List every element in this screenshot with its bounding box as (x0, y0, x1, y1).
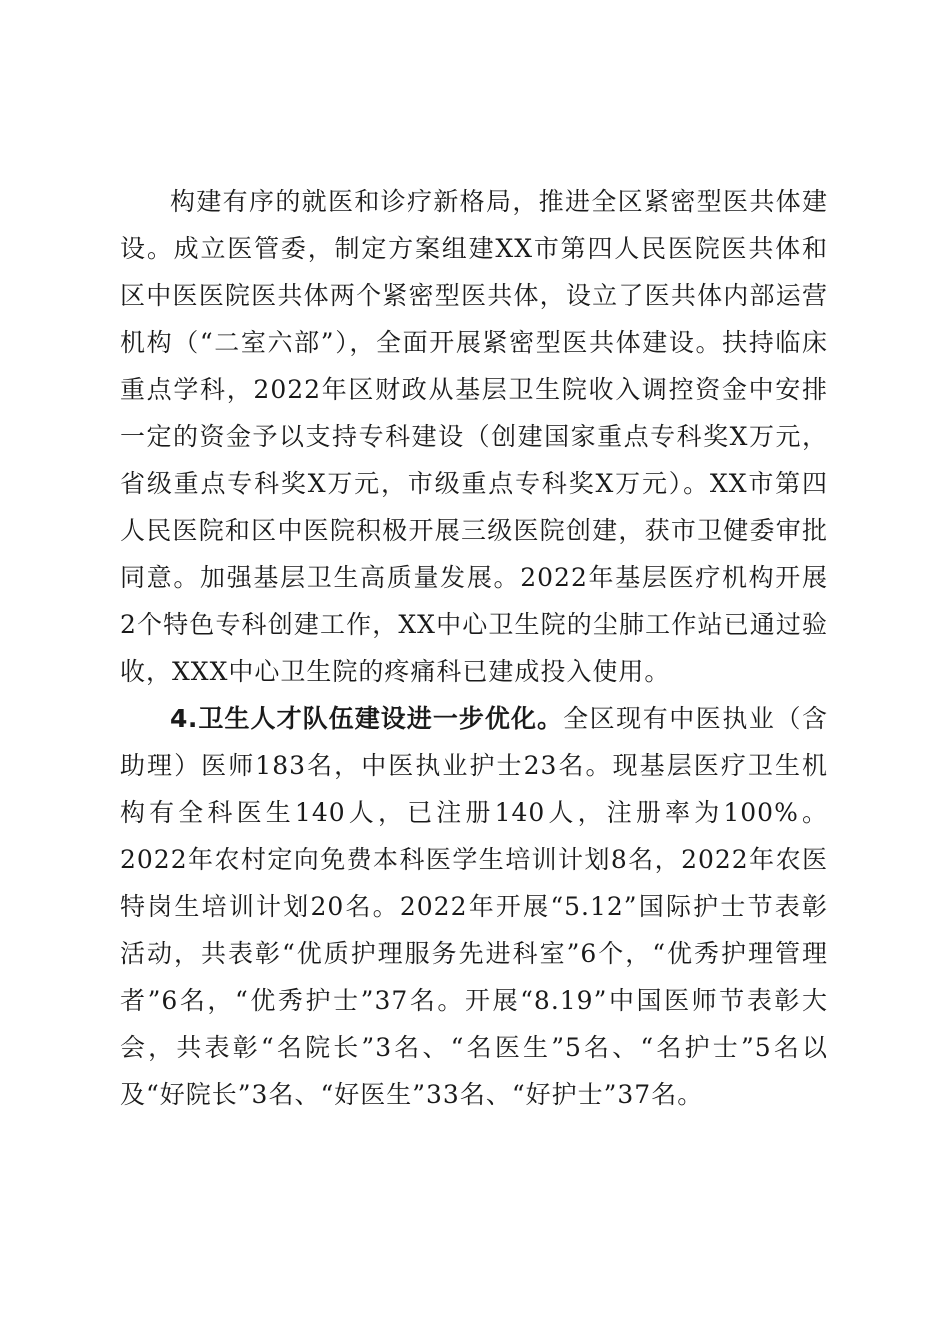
document-page (120, 178, 828, 1118)
paragraph-talent-team (120, 695, 828, 1118)
section-heading: 4.卫生人才队伍建设进一步优化。 (170, 704, 564, 733)
paragraph-body: 全区现有中医执业（含助理）医师183名，中医执业护士23名。现基层医疗卫生机构有全科医生140人，已注册140人，注册率为100%。2022年农村定向免费本科医学生培训计划8名，2022年农医特岗生培训计划20名。2022年开展“5.12”国际护士节表彰活动，共表彰“优质护理服务先进科室”6个，“优秀护理管理者”6名，“优秀护士”37名。开展“8.19”中国医师节表彰大会，共表彰“名院长”3名、“名医生”5名、“名护士”5名以及“好院长”3名、“好医生”33名、“好护士”37名。 (120, 704, 828, 1109)
paragraph-medical-community: 构建有序的就医和诊疗新格局，推进全区紧密型医共体建设。成立医管委，制定方案组建XX市第四人民医院医共体和区中医医院医共体两个紧密型医共体，设立了医共体内部运营机构（“二室六部”），全面开展紧密型医共体建设。扶持临床重点学科，2022年区财政从基层卫生院收入调控资金中安排一定的资金予以支持专科建设（创建国家重点专科奖X万元，省级重点专科奖X万元，市级重点专科奖X万元）。XX市第四人民医院和区中医院积极开展三级医院创建，获市卫健委审批同意。加强基层卫生高质量发展。2022年基层医疗机构开展2个特色专科创建工作，XX中心卫生院的尘肺工作站已通过验收，XXX中心卫生院的疼痛科已建成投入使用。 (120, 187, 828, 686)
